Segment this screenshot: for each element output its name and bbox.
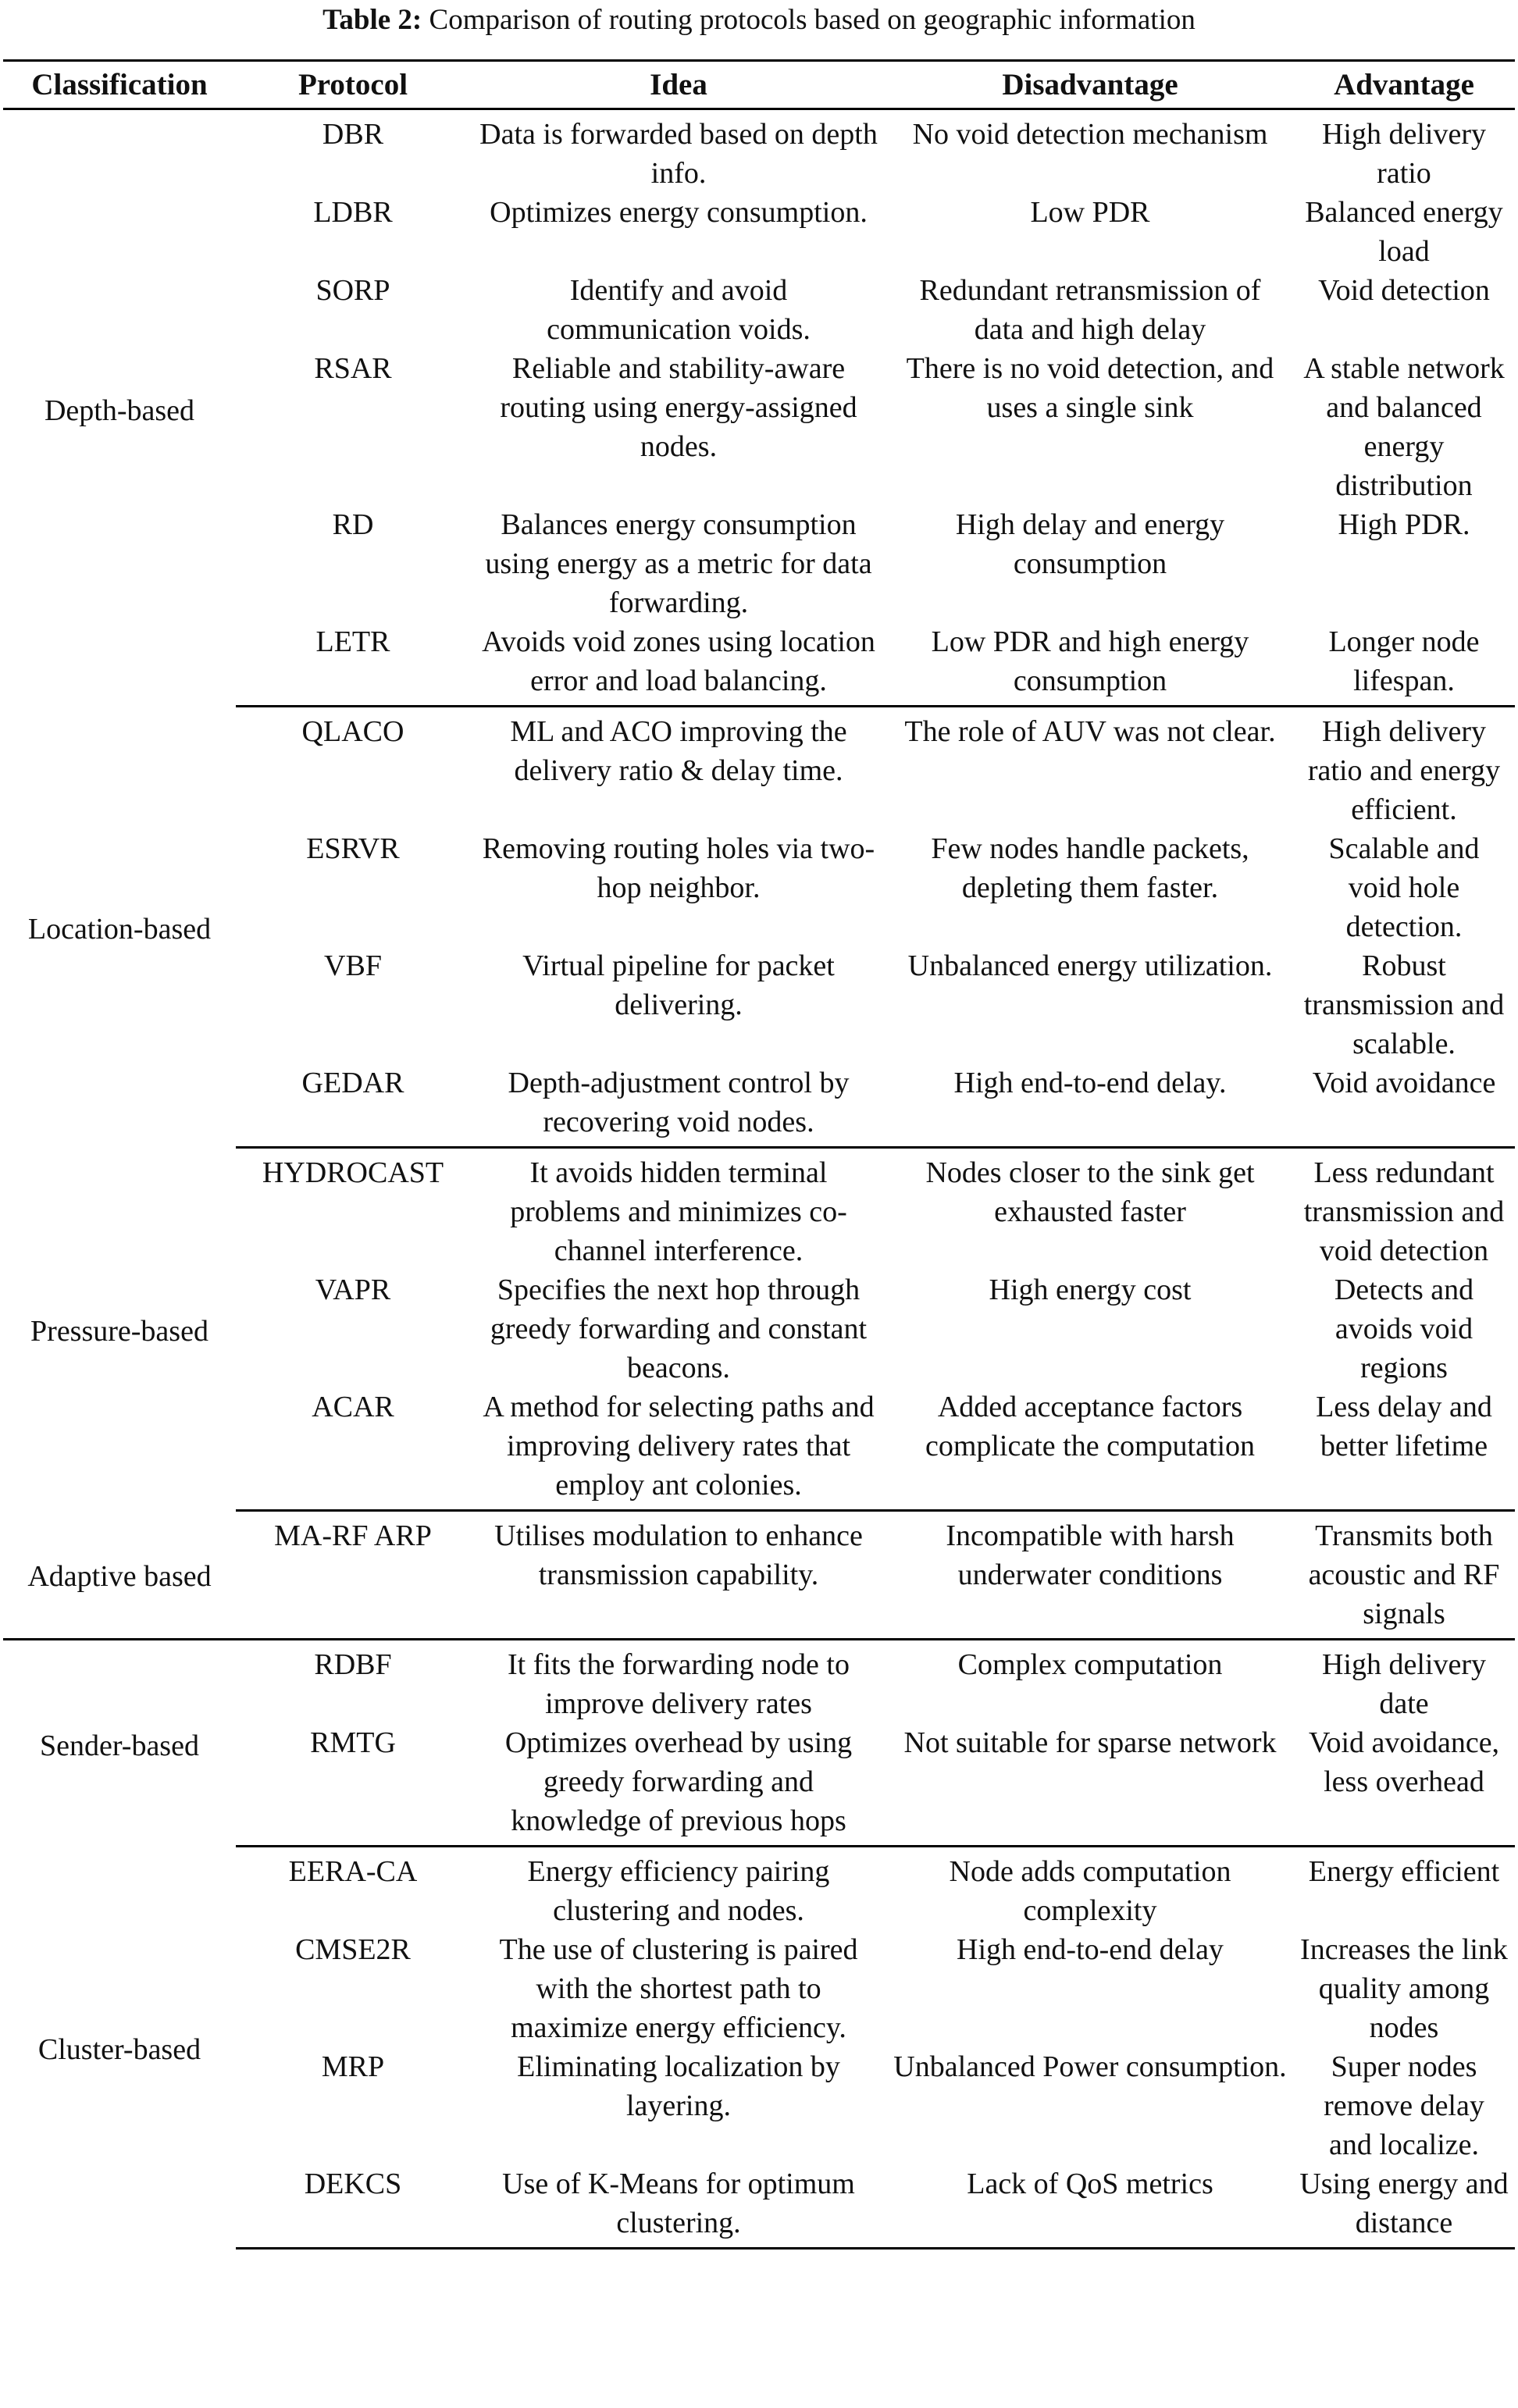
- idea-cell: Use of K-Means for optimum clustering.: [470, 2164, 887, 2249]
- table-row: [3, 109, 1515, 194]
- header-row: [3, 61, 1515, 109]
- classification-cell: Cluster-based: [37, 2033, 201, 2066]
- idea-cell: Utilises modulation to enhance transmission capability.: [470, 1511, 887, 1640]
- caption-label: Table 2:: [322, 4, 422, 36]
- idea-cell: It fits the forwarding node to improve delivery rates: [508, 1648, 850, 1720]
- advantage-cell: Super nodes remove delay and localize.: [1324, 2050, 1484, 2161]
- protocol-cell: DBR: [322, 118, 384, 151]
- idea-cell: Balances energy consumption using energy as a metric for data forwarding.: [485, 508, 872, 619]
- classification-cell: Depth-based: [44, 394, 195, 427]
- idea-cell: Removing routing holes via two-hop neighbor.: [482, 832, 875, 904]
- advantage-cell: High delivery date: [1321, 1648, 1486, 1720]
- disadvantage-cell: Node adds computation complexity: [949, 1855, 1231, 1927]
- idea-cell: Virtual pipeline for packet delivering.: [522, 949, 835, 1021]
- advantage-cell: Using energy and distance: [1293, 2164, 1515, 2249]
- idea-cell: Identify and avoid communication voids.: [547, 274, 811, 346]
- disadvantage-cell: Complex computation: [957, 1648, 1223, 1681]
- protocol-cell: ACAR: [236, 1387, 470, 1511]
- disadvantage-cell: No void detection mechanism: [912, 118, 1268, 151]
- disadvantage-cell: Nodes closer to the sink get exhausted faster: [925, 1156, 1255, 1228]
- classification-cell: Location-based: [27, 913, 212, 946]
- advantage-cell: High delivery ratio and energy efficient.: [1307, 715, 1501, 826]
- disadvantage-cell: High energy cost: [989, 1273, 1192, 1306]
- disadvantage-cell: Lack of QoS metrics: [887, 2164, 1293, 2249]
- advantage-cell: Scalable and void hole detection.: [1328, 832, 1480, 943]
- protocol-cell: ESRVR: [306, 832, 400, 865]
- advantage-cell: Transmits both acoustic and RF signals: [1293, 1511, 1515, 1640]
- advantage-cell: Less redundant transmission and void detection: [1303, 1156, 1505, 1267]
- classification-cell: Pressure-based: [30, 1315, 208, 1348]
- protocol-cell: VAPR: [315, 1273, 391, 1306]
- protocol-cell: HYDROCAST: [262, 1156, 444, 1189]
- idea-cell: Avoids void zones using location error and load balancing.: [470, 622, 887, 707]
- advantage-cell: High delivery ratio: [1321, 118, 1486, 190]
- protocol-cell: MRP: [321, 2050, 385, 2083]
- header-advantage: Advantage: [1293, 61, 1515, 109]
- idea-cell: Energy efficiency pairing clustering and nodes.: [527, 1855, 830, 1927]
- idea-cell: Eliminating localization by layering.: [517, 2050, 840, 2122]
- protocol-cell: LDBR: [313, 196, 393, 229]
- advantage-cell: Robust transmission and scalable.: [1303, 949, 1505, 1060]
- protocol-cell: SORP: [315, 274, 390, 307]
- advantage-cell: Detects and avoids void regions: [1334, 1273, 1474, 1384]
- caption-text: Comparison of routing protocols based on geographic information: [422, 4, 1196, 36]
- advantage-cell: Balanced energy load: [1305, 196, 1503, 268]
- table-row: [3, 1847, 1515, 1931]
- protocol-cell: RMTG: [236, 1723, 470, 1847]
- header-classification: Classification: [3, 61, 236, 109]
- disadvantage-cell: Redundant retransmission of data and high delay: [919, 274, 1261, 346]
- table-row: [3, 1640, 1515, 1724]
- table-row: [3, 1148, 1515, 1271]
- disadvantage-cell: Not suitable for sparse network: [887, 1723, 1293, 1847]
- idea-cell: Data is forwarded based on depth info.: [479, 118, 878, 190]
- advantage-cell: High PDR.: [1338, 508, 1470, 541]
- disadvantage-cell: There is no void detection, and uses a single sink: [906, 352, 1274, 424]
- classification-cell: Sender-based: [40, 1729, 199, 1762]
- protocol-cell: EERA-CA: [288, 1855, 418, 1888]
- advantage-cell: Less delay and better lifetime: [1293, 1387, 1515, 1511]
- disadvantage-cell: Low PDR: [1030, 196, 1150, 229]
- disadvantage-cell: The role of AUV was not clear.: [904, 715, 1276, 748]
- protocol-cell: VBF: [324, 949, 382, 982]
- disadvantage-cell: High end-to-end delay: [957, 1933, 1224, 1966]
- disadvantage-cell: Unbalanced Power consumption.: [893, 2050, 1287, 2083]
- routing-protocols-table: [3, 59, 1515, 2249]
- disadvantage-cell: Unbalanced energy utilization.: [907, 949, 1273, 982]
- header-disadvantage: Disadvantage: [887, 61, 1293, 109]
- advantage-cell: Increases the link quality among nodes: [1300, 1933, 1508, 2044]
- classification-cell: Adaptive based: [3, 1511, 236, 1640]
- advantage-cell: Void detection: [1318, 274, 1490, 307]
- disadvantage-cell: Few nodes handle packets, depleting them faster.: [931, 832, 1249, 904]
- disadvantage-cell: Added acceptance factors complicate the computation: [887, 1387, 1293, 1511]
- protocol-cell: RD: [332, 508, 374, 541]
- idea-cell: A method for selecting paths and improving delivery rates that employ ant colonies.: [470, 1387, 887, 1511]
- advantage-cell: Energy efficient: [1308, 1855, 1500, 1888]
- advantage-cell: A stable network and balanced energy distribution: [1303, 352, 1505, 502]
- table-row: [3, 707, 1515, 830]
- advantage-cell: Longer node lifespan.: [1293, 622, 1515, 707]
- table-body: [3, 109, 1515, 2249]
- protocol-cell: CMSE2R: [295, 1933, 411, 1966]
- disadvantage-cell: Low PDR and high energy consumption: [887, 622, 1293, 707]
- disadvantage-cell: High delay and energy consumption: [955, 508, 1225, 580]
- protocol-cell: RDBF: [314, 1648, 392, 1681]
- idea-cell: Specifies the next hop through greedy forwarding and constant beacons.: [490, 1273, 868, 1384]
- header-protocol: Protocol: [236, 61, 470, 109]
- disadvantage-cell: High end-to-end delay.: [887, 1063, 1293, 1148]
- idea-cell: It avoids hidden terminal problems and minimizes co-channel interference.: [510, 1156, 847, 1267]
- table-row: [3, 1511, 1515, 1640]
- idea-cell: ML and ACO improving the delivery ratio & delay time.: [510, 715, 847, 787]
- protocol-cell: DEKCS: [236, 2164, 470, 2249]
- table-caption: [0, 5, 1518, 37]
- idea-cell: Reliable and stability-aware routing using energy-assigned nodes.: [500, 352, 857, 463]
- disadvantage-cell: Incompatible with harsh underwater conditions: [887, 1511, 1293, 1640]
- idea-cell: Optimizes energy consumption.: [490, 196, 868, 229]
- protocol-cell: QLACO: [301, 715, 404, 748]
- protocol-cell: RSAR: [314, 352, 392, 385]
- idea-cell: The use of clustering is paired with the shortest path to maximize energy efficiency.: [499, 1933, 858, 2044]
- header-idea: Idea: [470, 61, 887, 109]
- idea-cell: Optimizes overhead by using greedy forwarding and knowledge of previous hops: [470, 1723, 887, 1847]
- advantage-cell: Void avoidance, less overhead: [1293, 1723, 1515, 1847]
- protocol-cell: MA-RF ARP: [236, 1511, 470, 1640]
- advantage-cell: Void avoidance: [1293, 1063, 1515, 1148]
- protocol-cell: GEDAR: [236, 1063, 470, 1148]
- protocol-cell: LETR: [236, 622, 470, 707]
- idea-cell: Depth-adjustment control by recovering void nodes.: [470, 1063, 887, 1148]
